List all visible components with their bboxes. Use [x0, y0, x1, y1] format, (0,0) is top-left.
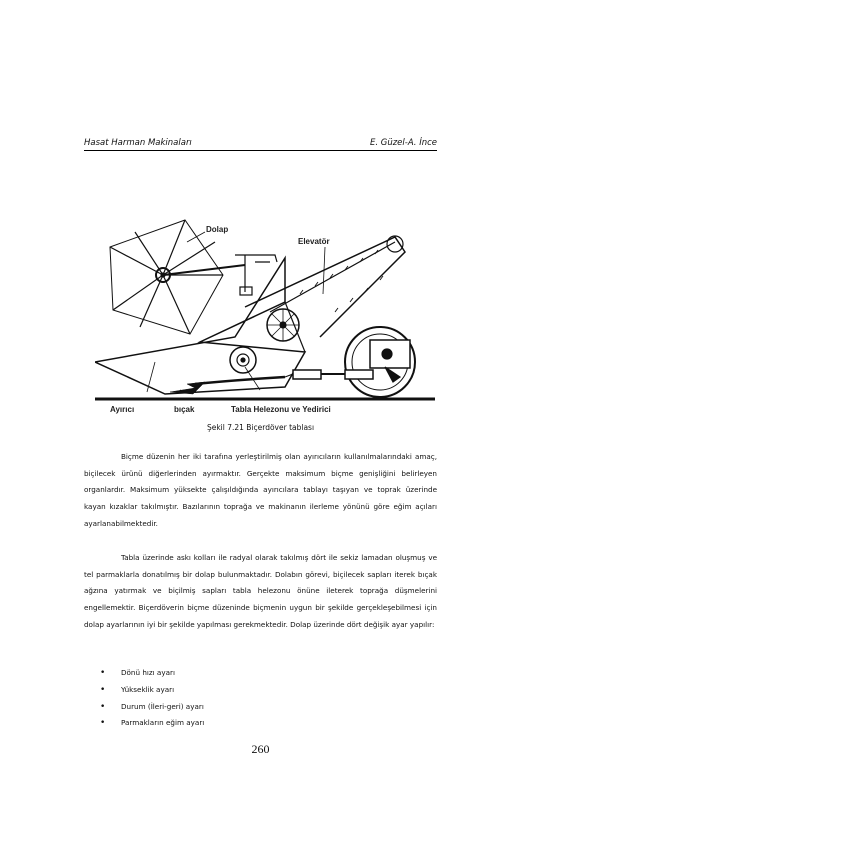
paragraph-1: Biçme düzenin her iki tarafına yerleştirilmiş olan ayırıcıların kullanılmalarındaki amaç, biçilecek ürünü diğerlerinden ayırmaktır. Gerçekte maksimum biçme genişliğini belirleyen organlardır. Maksimum yüksekte çalışıldığında ayırıcılara tablayı taşıyan ve toprak üzerinde kayan kızaklar takılmıştır. Bazılarının toprağa ve makinanın ilerleme yönünü göre eğim açıları ayarlanabilmektedir.	[84, 452, 437, 528]
list-item	[100, 665, 204, 682]
label-bicak: bıçak	[174, 405, 195, 414]
list-item-text: Parmakların eğim ayarı	[121, 718, 205, 728]
bullet-icon: •	[100, 718, 106, 729]
label-tabla-helezonu: Tabla Helezonu ve Yedirici	[231, 405, 331, 414]
adjustment-list	[100, 665, 204, 732]
label-elevator: Elevatör	[298, 237, 330, 246]
header-book-title: Hasat Harman Makinaları	[84, 138, 192, 148]
bullet-icon: •	[100, 684, 106, 695]
list-item-text: Dönü hızı ayarı	[121, 668, 175, 677]
list-item-text: Yükseklik ayarı	[121, 684, 175, 694]
list-item	[100, 699, 204, 716]
label-dolap: Dolap	[206, 225, 229, 234]
list-item-text: Durum (İleri-geri) ayarı	[121, 701, 204, 711]
running-header	[84, 138, 437, 151]
list-item	[100, 682, 204, 699]
bullet-icon: •	[100, 668, 106, 678]
paragraph-2: Tabla üzerinde askı kolları ile radyal olarak takılmış dört ile sekiz lamadan oluşmuş ve tel parmaklarla donatılmış bir dolap bulunmaktadır. Dolabın görevi, biçilecek sapları iterek bıçak ağzına yatırmak ve biçilmiş sapları tabla helezonu önüne ileterek toprağa düşmelerini engellemektir. Biçerdöverin biçme düzeninde biçmenin uygun bir şekilde gerçekleşebilmesi için dolap ayarlarının iyi bir şekilde yapılması gerekmektedir. Dolap üzerinde dört değişik ayar yapılır:	[84, 553, 437, 629]
list-item	[100, 715, 204, 732]
header-authors: E. Güzel-A. İnce	[369, 138, 437, 148]
figure-caption: Şekil 7.21 Biçerdöver tablası	[206, 423, 315, 432]
bullet-icon: •	[100, 701, 106, 712]
label-ayirici: Ayırıcı	[110, 405, 135, 414]
page-number: 260	[251, 742, 270, 756]
combine-header-drawing	[95, 212, 440, 418]
combine-header-figure	[95, 212, 440, 418]
